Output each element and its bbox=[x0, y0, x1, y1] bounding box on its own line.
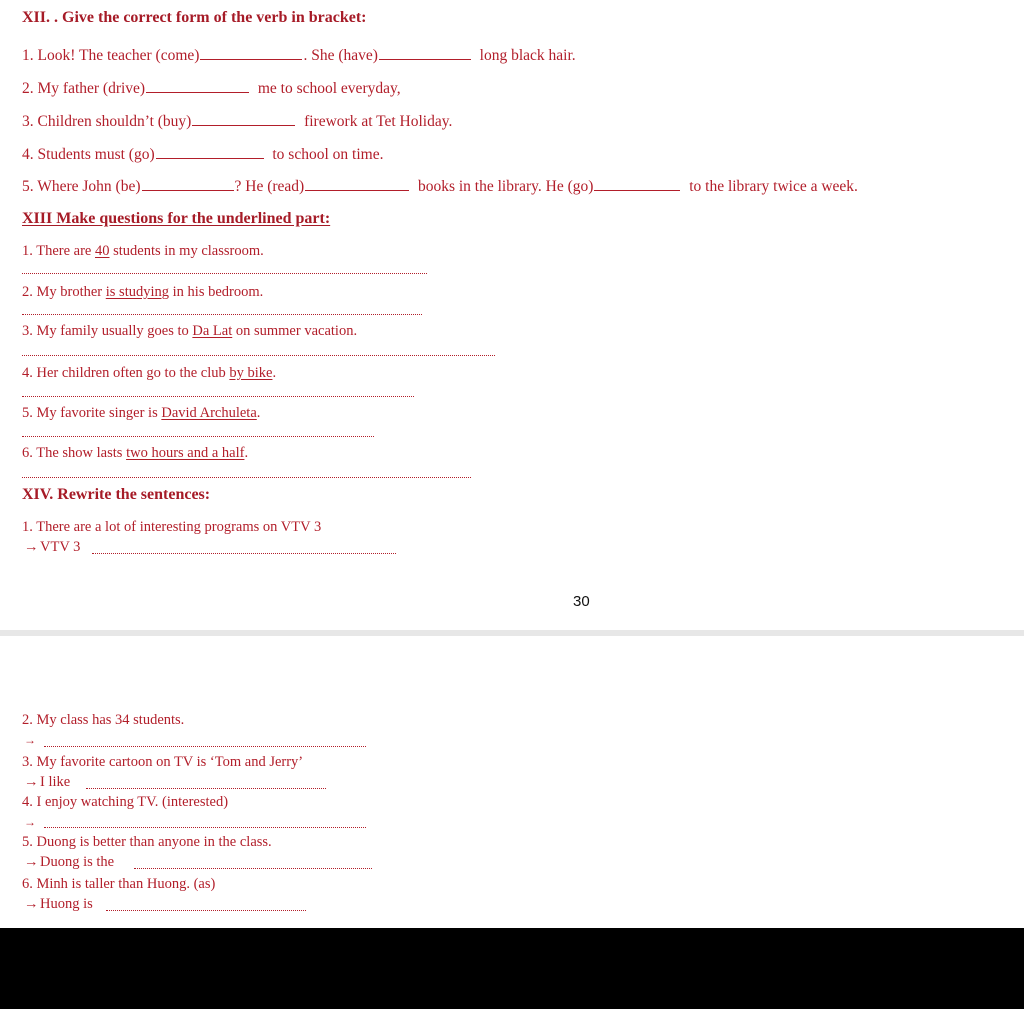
worksheet-page-bottom bbox=[0, 636, 1024, 928]
section-12-title: XII. . Give the correct form of the verb in bracket: bbox=[22, 9, 367, 26]
question-13-5: 5. My favorite singer is David Archuleta. bbox=[22, 405, 261, 421]
answer-line[interactable] bbox=[92, 553, 396, 554]
arrow-icon: → bbox=[24, 733, 36, 747]
arrow-icon: → bbox=[24, 815, 36, 829]
exercise-12-item-4: 4. Students must (go) to school on time. bbox=[22, 146, 384, 163]
answer-line[interactable] bbox=[86, 788, 326, 789]
page-number: 30 bbox=[573, 593, 590, 610]
question-13-1: 1. There are 40 students in my classroom. bbox=[22, 243, 264, 259]
question-13-4: 4. Her children often go to the club by bike. bbox=[22, 365, 277, 381]
answer-blank[interactable] bbox=[379, 45, 471, 60]
rewrite-14-5: 5. Duong is better than anyone in the class. bbox=[22, 834, 272, 850]
rewrite-14-6-answer: → Huong is bbox=[24, 896, 93, 912]
question-13-3: 3. My family usually goes to Da Lat on summer vacation. bbox=[22, 323, 358, 339]
arrow-icon: → bbox=[24, 896, 39, 912]
rewrite-14-3: 3. My favorite cartoon on TV is ‘Tom and Jerry’ bbox=[22, 754, 304, 770]
answer-blank[interactable] bbox=[200, 45, 302, 60]
answer-line[interactable] bbox=[22, 355, 495, 356]
rewrite-14-6: 6. Minh is taller than Huong. (as) bbox=[22, 876, 216, 892]
section-14-title: XIV. Rewrite the sentences: bbox=[22, 486, 211, 503]
rewrite-14-5-answer: → Duong is the bbox=[24, 854, 115, 870]
rewrite-14-1-answer: → VTV 3 bbox=[24, 539, 81, 555]
rewrite-14-1: 1. There are a lot of interesting programs on VTV 3 bbox=[22, 519, 322, 535]
answer-line[interactable] bbox=[44, 746, 366, 747]
exercise-12-item-1: 1. Look! The teacher (come) . She (have) long black hair. bbox=[22, 47, 576, 64]
answer-line[interactable] bbox=[22, 314, 422, 315]
answer-line[interactable] bbox=[22, 273, 427, 274]
answer-blank[interactable] bbox=[156, 144, 264, 159]
rewrite-14-4: 4. I enjoy watching TV. (interested) bbox=[22, 794, 229, 810]
answer-line[interactable] bbox=[106, 910, 306, 911]
answer-blank[interactable] bbox=[142, 176, 234, 191]
answer-blank[interactable] bbox=[594, 176, 680, 191]
section-13-title: XIII Make questions for the underlined part: bbox=[22, 210, 331, 227]
rewrite-14-3-answer: → I like bbox=[24, 774, 71, 790]
question-13-2: 2. My brother is studying in his bedroom. bbox=[22, 284, 264, 300]
answer-line[interactable] bbox=[22, 477, 471, 478]
arrow-icon: → bbox=[24, 774, 39, 790]
answer-line[interactable] bbox=[22, 436, 374, 437]
question-13-6: 6. The show lasts two hours and a half. bbox=[22, 445, 249, 461]
answer-line[interactable] bbox=[44, 827, 366, 828]
arrow-icon: → bbox=[24, 854, 39, 870]
exercise-12-item-2: 2. My father (drive) me to school everyday, bbox=[22, 80, 401, 97]
exercise-12-item-5: 5. Where John (be) ? He (read) books in the library. He (go) to the library twice a week. bbox=[22, 178, 858, 195]
arrow-icon: → bbox=[24, 539, 39, 555]
answer-blank[interactable] bbox=[192, 111, 295, 126]
answer-blank[interactable] bbox=[146, 78, 249, 93]
answer-blank[interactable] bbox=[305, 176, 409, 191]
answer-line[interactable] bbox=[22, 396, 414, 397]
answer-line[interactable] bbox=[134, 868, 372, 869]
rewrite-14-2: 2. My class has 34 students. bbox=[22, 712, 185, 728]
exercise-12-item-3: 3. Children shouldn’t (buy) firework at Tet Holiday. bbox=[22, 113, 453, 130]
